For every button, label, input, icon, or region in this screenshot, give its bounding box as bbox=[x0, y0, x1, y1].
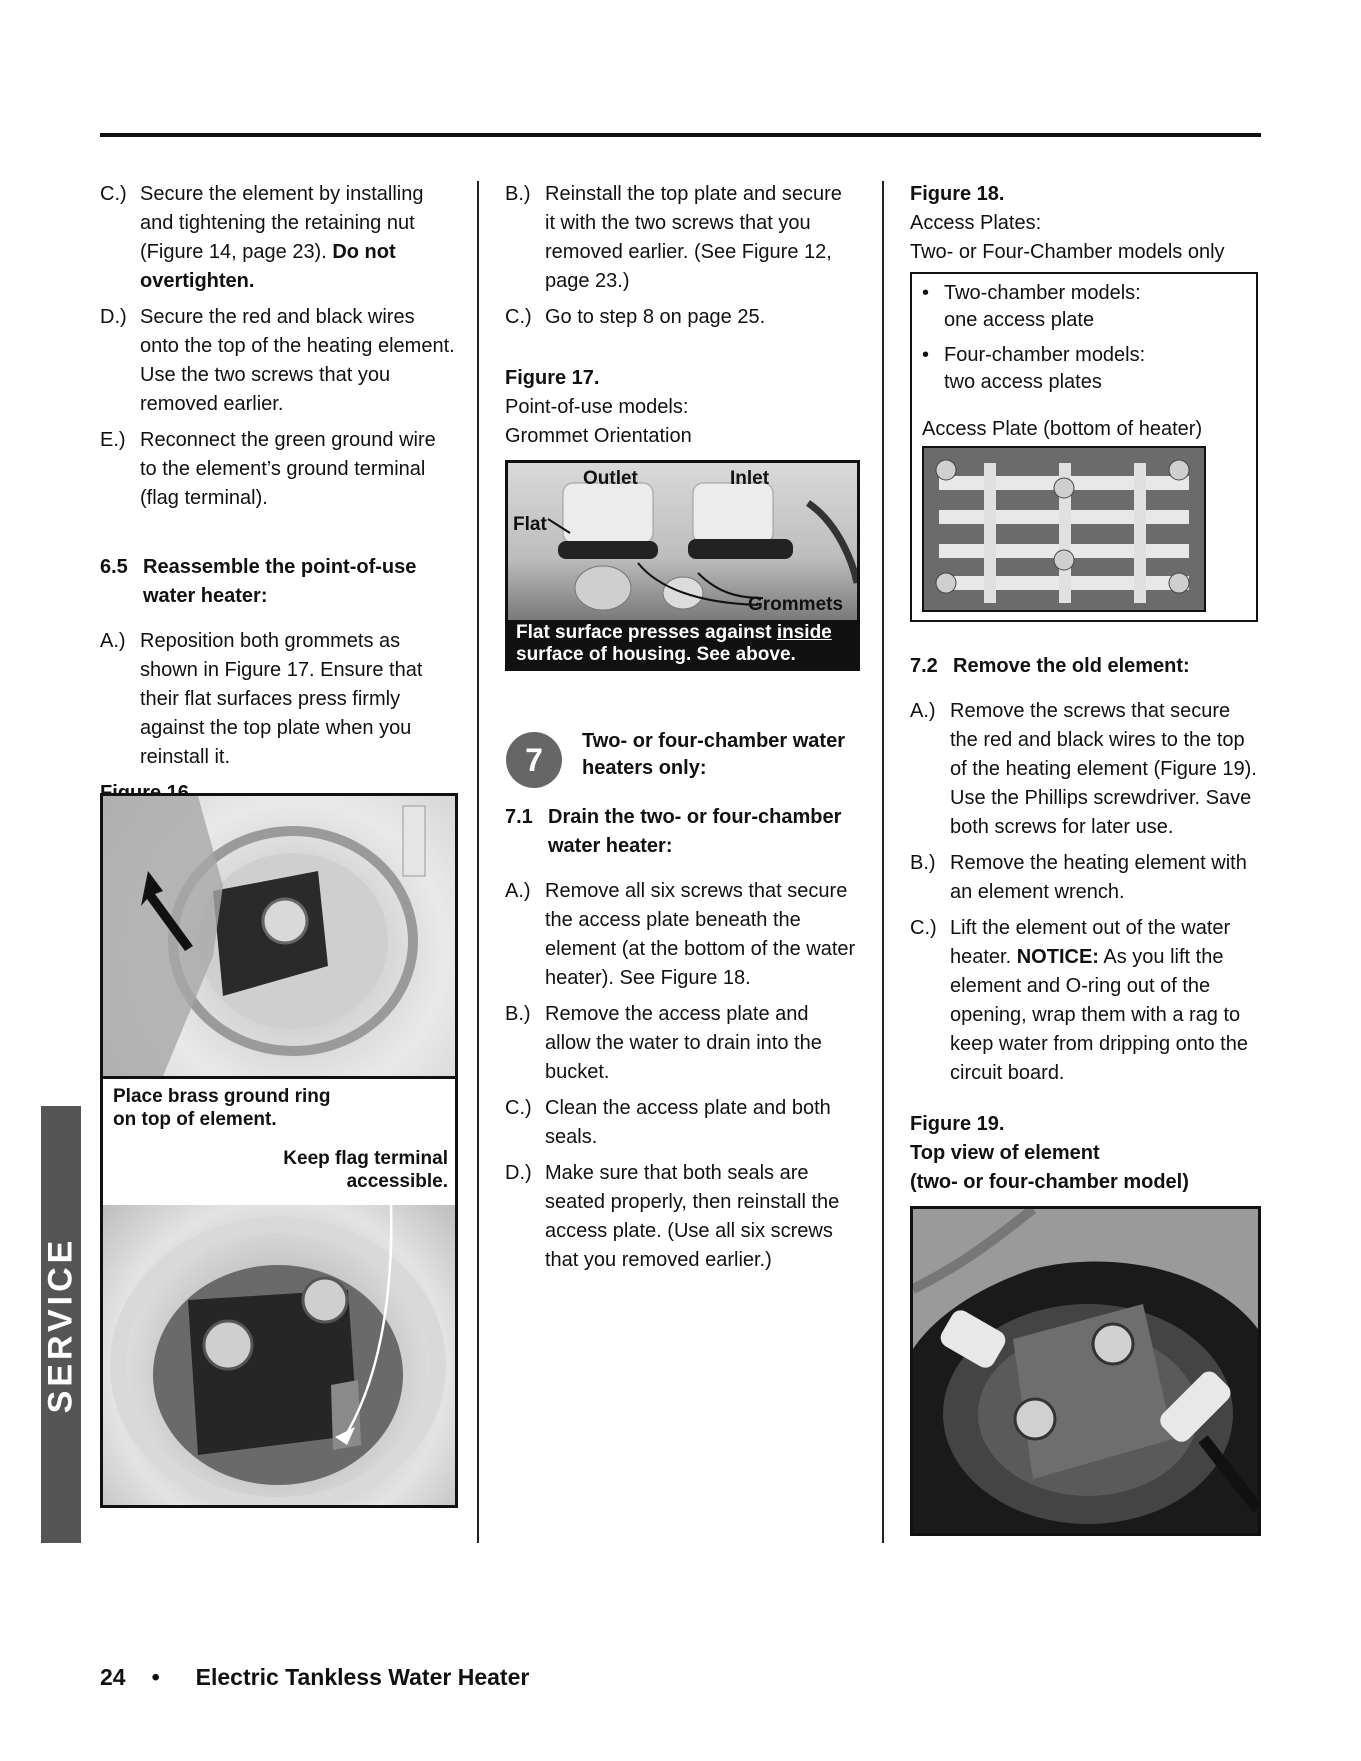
column-2-lower bbox=[505, 803, 857, 1282]
step-c bbox=[100, 180, 456, 296]
step-text: Clean the access plate and both seals. bbox=[545, 1097, 831, 1148]
step-b bbox=[505, 1000, 857, 1087]
label-outlet: Outlet bbox=[583, 468, 638, 489]
figure-19-label: Figure 19. bbox=[910, 1113, 1005, 1135]
label-flat: Flat bbox=[513, 514, 547, 535]
step-d bbox=[505, 1159, 857, 1275]
column-divider-1 bbox=[477, 181, 479, 1543]
top-rule bbox=[100, 133, 1261, 137]
section-title: Remove the old element: bbox=[953, 655, 1190, 677]
step-label: D.) bbox=[100, 306, 127, 328]
figure-18-box bbox=[910, 272, 1258, 622]
bullet-icon: • bbox=[922, 282, 930, 304]
figure-18-caption-line-1: Access Plates: bbox=[910, 212, 1042, 234]
step-text: Remove the screws that secure the red and black wires to the top of the heating element (Figure 19). Use the Phillips screwdriver. Save both screws for later use. bbox=[950, 700, 1257, 838]
step-text: Lift the element out of the water heater. NOTICE: As you lift the element and O-ring out of the opening, wrap them with a rag to keep water from dripping onto the circuit board. bbox=[950, 917, 1248, 1084]
step-number-circle: 7 bbox=[506, 732, 562, 788]
access-plate-caption: Access Plate (bottom of heater) bbox=[922, 418, 1203, 440]
step-label: C.) bbox=[910, 917, 937, 939]
step-b bbox=[505, 180, 857, 296]
callout-brass-ring: Place brass ground ring on top of element. bbox=[113, 1086, 331, 1130]
section-heading-6-5 bbox=[100, 553, 456, 611]
section-number: 6.5 bbox=[100, 556, 128, 578]
step-label: C.) bbox=[100, 183, 127, 205]
notice-label: NOTICE: bbox=[1016, 946, 1099, 968]
figure-17-banner: Flat surface presses against inside surface of housing. See above. bbox=[508, 620, 857, 670]
bullet-icon: • bbox=[922, 344, 930, 366]
section-heading-7-2 bbox=[910, 652, 1262, 681]
section-tab-label: SERVICE bbox=[41, 1236, 80, 1413]
figure-17-caption-line-1: Point-of-use models: bbox=[505, 396, 689, 418]
column-divider-2 bbox=[882, 181, 884, 1543]
section-number: 7.2 bbox=[910, 655, 938, 677]
step-e bbox=[100, 426, 456, 513]
step-label: C.) bbox=[505, 306, 532, 328]
bullet-two-chamber-detail: one access plate bbox=[944, 309, 1095, 331]
column-3-lower bbox=[910, 652, 1262, 1197]
step-a bbox=[100, 627, 456, 772]
column-3 bbox=[910, 180, 1262, 267]
step-c bbox=[505, 1094, 857, 1152]
step-text: Remove the access plate and allow the water to drain into the bucket. bbox=[545, 1003, 822, 1083]
bullet-four-chamber-detail: two access plates bbox=[944, 371, 1102, 393]
section-title: Reassemble the point-of-use water heater: bbox=[143, 556, 417, 607]
underlined-word: inside bbox=[776, 622, 832, 643]
step-label: D.) bbox=[505, 1162, 532, 1184]
column-2 bbox=[505, 180, 857, 451]
figure-16-callout-box bbox=[103, 1076, 458, 1211]
section-number: 7.1 bbox=[505, 806, 533, 828]
footer-separator: • bbox=[151, 1664, 160, 1690]
step-label: A.) bbox=[910, 700, 936, 722]
section-title: Drain the two- or four-chamber water heater: bbox=[548, 806, 842, 857]
step-7-title: Two- or four-chamber water heaters only: bbox=[582, 730, 845, 779]
step-text: Remove all six screws that secure the access plate beneath the element (at the bottom of the water heater). See Figure 18. bbox=[545, 880, 856, 989]
brass-ring-photo-bottom-drawing bbox=[103, 1205, 455, 1505]
step-label: A.) bbox=[100, 630, 126, 652]
step-b bbox=[910, 849, 1262, 907]
figure-18-label: Figure 18. bbox=[910, 183, 1005, 205]
step-label: B.) bbox=[505, 183, 531, 205]
step-a bbox=[910, 697, 1262, 842]
access-plate-photo bbox=[922, 446, 1206, 612]
callout-flag-terminal: Keep flag terminal accessible. bbox=[283, 1148, 448, 1192]
step-text: Secure the red and black wires onto the top of the heating element. Use the two screws that you removed earlier. bbox=[140, 306, 455, 415]
step-text: Make sure that both seals are seated properly, then reinstall the access plate. (Use all six screws that you removed earlier.) bbox=[545, 1162, 840, 1271]
step-c bbox=[910, 914, 1262, 1088]
brass-ring-photo-top-drawing bbox=[103, 796, 455, 1076]
figure-18-caption-line-2: Two- or Four-Chamber models only bbox=[910, 241, 1225, 263]
brass-ring-photo-top bbox=[103, 796, 455, 1076]
figure-16-image bbox=[100, 793, 458, 1508]
column-1 bbox=[100, 180, 456, 837]
step-label: C.) bbox=[505, 1097, 532, 1119]
section-heading-7-1 bbox=[505, 803, 857, 861]
figure-17-image bbox=[505, 460, 860, 671]
bullet-two-chamber: • Two-chamber models: bbox=[922, 280, 1256, 307]
figure-17-label: Figure 17. bbox=[505, 367, 600, 389]
grommet-photo bbox=[508, 463, 857, 620]
step-text: Secure the element by installing and tightening the retaining nut (Figure 14, page 23). Do not overtighten. bbox=[140, 183, 424, 292]
access-plate-photo-drawing bbox=[924, 448, 1204, 610]
step-text: Remove the heating element with an element wrench. bbox=[950, 852, 1247, 903]
page-footer bbox=[100, 1664, 529, 1691]
step-text: Reconnect the green ground wire to the element’s ground terminal (flag terminal). bbox=[140, 429, 436, 509]
step-text: Reinstall the top plate and secure it with the two screws that you removed earlier. (See Figure 12, page 23.) bbox=[545, 183, 842, 292]
step-label: E.) bbox=[100, 429, 126, 451]
step-label: B.) bbox=[505, 1003, 531, 1025]
label-grommets: Grommets bbox=[748, 594, 844, 615]
figure-19-image bbox=[910, 1206, 1261, 1536]
step-d bbox=[100, 303, 456, 419]
step-label: A.) bbox=[505, 880, 531, 902]
step-a bbox=[505, 877, 857, 993]
document-title: Electric Tankless Water Heater bbox=[195, 1664, 530, 1690]
label-inlet: Inlet bbox=[730, 468, 770, 489]
step-text: Go to step 8 on page 25. bbox=[545, 306, 766, 328]
element-top-view-drawing bbox=[913, 1209, 1258, 1533]
step-c bbox=[505, 303, 857, 332]
section-tab bbox=[41, 1106, 81, 1543]
step-text: Reposition both grommets as shown in Figure 17. Ensure that their flat surfaces press firmly against the top plate when you reinstall it. bbox=[140, 630, 423, 768]
step-label: B.) bbox=[910, 852, 936, 874]
figure-19-caption-line-2: (two- or four-chamber model) bbox=[910, 1171, 1189, 1193]
figure-17-caption-line-2: Grommet Orientation bbox=[505, 425, 692, 447]
brass-ring-photo-bottom bbox=[103, 1205, 455, 1505]
page-number: 24 bbox=[100, 1664, 126, 1690]
figure-19-caption-line-1: Top view of element bbox=[910, 1142, 1100, 1164]
bullet-four-chamber: • Four-chamber models: bbox=[922, 342, 1256, 369]
